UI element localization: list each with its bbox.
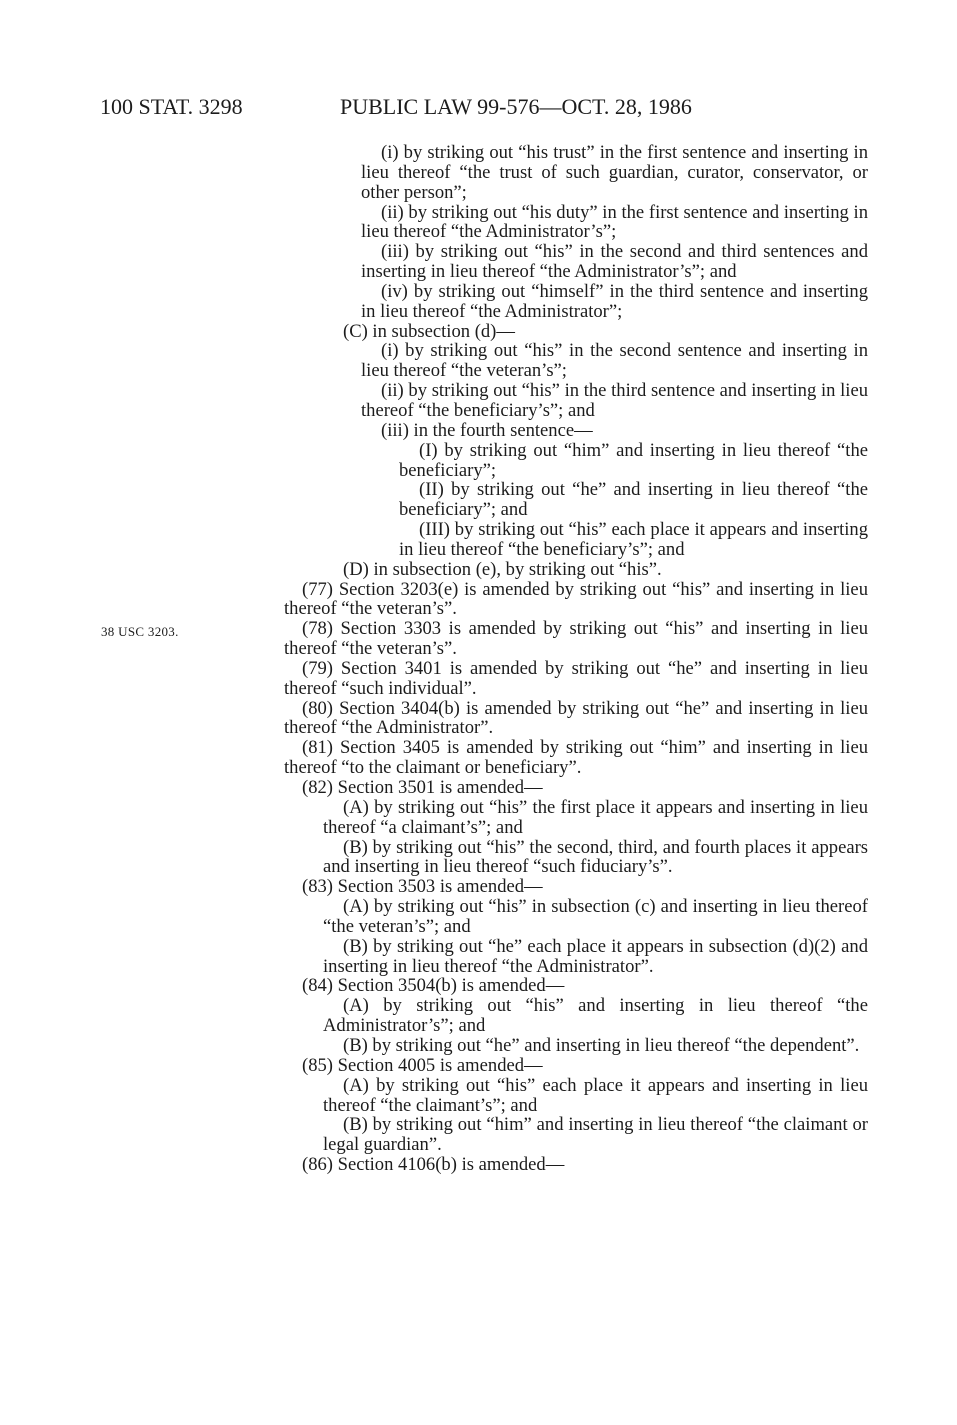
paragraph-level-2: (B) by striking out “him” and inserting in lieu thereof “the claimant or legal guardian”. [323, 1114, 868, 1156]
paragraph-level-2: (A) by striking out “his” each place it appears and inserting in lieu thereof “the claimant’s”; and [323, 1074, 868, 1116]
public-law-title: PUBLIC LAW 99-576—OCT. 28, 1986 [340, 94, 692, 119]
paragraph-level-2: (A) by striking out “his” and inserting in lieu thereof “the Administrator’s”; and [323, 995, 868, 1037]
paragraph-level-2: (A) by striking out “his” in subsection (c) and inserting in lieu thereof “the veteran’s”; and [323, 896, 868, 937]
paragraph-level-1: (80) Section 3404(b) is amended by striking out “he” and inserting in lieu thereof “the Administrator”. [284, 697, 868, 739]
paragraph-level-2: (A) by striking out “his” the first place it appears and inserting in lieu thereof “a claimant’s”; and [323, 796, 868, 838]
page-header [100, 94, 860, 124]
paragraph-level-1: (79) Section 3401 is amended by striking out “he” and inserting in lieu thereof “such individual”. [284, 657, 868, 699]
margin-citation: 38 USC 3203. [101, 624, 179, 639]
paragraph-level-2: (B) by striking out “he” and inserting in lieu thereof “the dependent”. [343, 1034, 860, 1056]
paragraph-level-3: (i) by striking out “his” in the second sentence and inserting in lieu thereof “the veteran’s”; [361, 340, 868, 382]
paragraph-level-1: (83) Section 3503 is amended— [302, 876, 543, 898]
document-body [0, 143, 957, 1175]
paragraph-level-3: (iii) in the fourth sentence— [381, 419, 593, 441]
paragraph-level-4: (I) by striking out “him” and inserting in lieu thereof “the beneficiary”; [399, 439, 868, 481]
paragraph-level-2: (B) by striking out “he” each place it appears in subsection (d)(2) and inserting in lieu thereof “the Administrator”. [323, 935, 868, 977]
paragraph-level-1: (84) Section 3504(b) is amended— [302, 975, 565, 997]
paragraph-level-3: (i) by striking out “his trust” in the first sentence and inserting in lieu thereof “the trust of such guardian, curator, conservator, or other person”; [361, 142, 868, 203]
stat-page-number: 100 STAT. 3298 [100, 94, 243, 119]
paragraph-level-1: (85) Section 4005 is amended— [302, 1054, 543, 1076]
paragraph-level-3: (ii) by striking out “his duty” in the first sentence and inserting in lieu thereof “the Administrator’s”; [361, 201, 868, 243]
paragraph-level-2: (B) by striking out “his” the second, third, and fourth places it appears and inserting in lieu thereof “such fiduciary’s”. [323, 836, 868, 878]
paragraph-level-1: (86) Section 4106(b) is amended— [302, 1154, 565, 1176]
paragraph-level-2: (C) in subsection (d)— [343, 320, 515, 342]
paragraph-level-2: (D) in subsection (e), by striking out “his”. [343, 558, 662, 580]
paragraph-level-4: (III) by striking out “his” each place it appears and inserting in lieu thereof “the beneficiary’s”; and [399, 519, 868, 560]
paragraph-level-1: (78) Section 3303 is amended by striking out “his” and inserting in lieu thereof “the veteran’s”. [284, 618, 868, 660]
paragraph-level-4: (II) by striking out “he” and inserting in lieu thereof “the beneficiary”; and [399, 479, 868, 521]
paragraph-level-3: (iii) by striking out “his” in the second and third sentences and inserting in lieu thereof “the Administrator’s”; and [361, 241, 868, 283]
paragraph-level-1: (81) Section 3405 is amended by striking out “him” and inserting in lieu thereof “to the claimant or beneficiary”. [284, 737, 868, 779]
paragraph-level-1: (82) Section 3501 is amended— [302, 777, 543, 798]
paragraph-level-1: (77) Section 3203(e) is amended by striking out “his” and inserting in lieu thereof “the veteran’s”. [284, 578, 868, 620]
paragraph-level-3: (ii) by striking out “his” in the third sentence and inserting in lieu thereof “the beneficiary’s”; and [361, 380, 868, 421]
paragraph-level-3: (iv) by striking out “himself” in the third sentence and inserting in lieu thereof “the Administrator”; [361, 280, 868, 322]
